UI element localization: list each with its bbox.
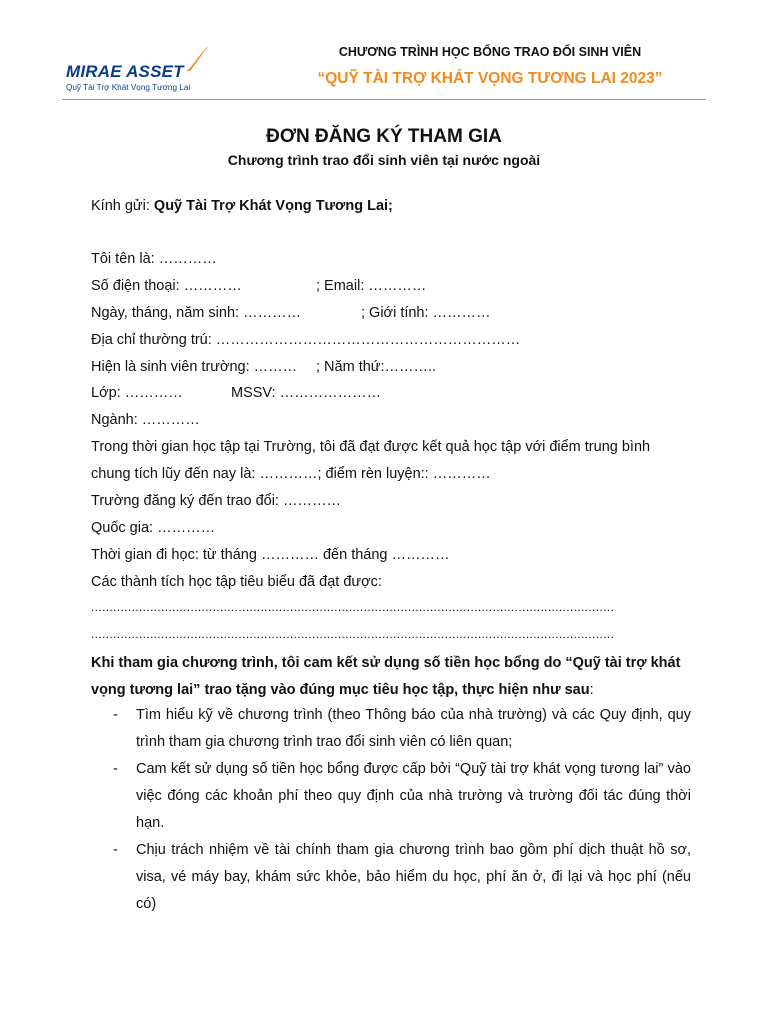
fund-heading: “QUỸ TÀI TRỢ KHÁT VỌNG TƯƠNG LAI 2023” [317, 70, 663, 87]
list-dash: - [113, 842, 118, 858]
logo-brand: MIRAE ASSET [66, 62, 184, 81]
list-item [91, 837, 691, 918]
phone-field: Số điện thoại: ………… [91, 278, 242, 294]
commitment-list [91, 702, 691, 918]
list-item-text: Chịu trách nhiệm về tài chính tham gia chương trình bao gồm phí dịch thuật hồ sơ, visa, vé máy bay, khám sức khỏe, bảo hiểm du học, phí ăn ở, đi lại và học phí (nếu có) [136, 842, 691, 912]
logo-tagline: Quỹ Tài Trợ Khát Vọng Tương Lai [66, 83, 191, 92]
form-subtitle: Chương trình trao đổi sinh viên tại nước ngoài [227, 152, 541, 168]
period-field: Thời gian đi học: từ tháng ………… đến tháng ………… [91, 547, 450, 563]
list-dash: - [113, 707, 118, 723]
commitment-paragraph [91, 650, 691, 704]
achievements-dots-1: .............................................................................................................................................. [91, 600, 615, 614]
class-field: Lớp: ………… [91, 385, 183, 401]
achievements-dots-2: .............................................................................................................................................. [91, 627, 615, 641]
list-item-text: Cam kết sử dụng số tiền học bổng được cấp bởi “Quỹ tài trợ khát vọng tương lai” vào việc đóng các khoản phí theo quy định của nhà trường và trường đối tác đúng thời hạn. [136, 761, 691, 831]
list-dash: - [113, 761, 118, 777]
achievements-label: Các thành tích học tập tiêu biểu đã đạt được: [91, 574, 382, 590]
list-item-text: Tìm hiểu kỹ về chương trình (theo Thông báo của nhà trường) và các Quy định, quy trình tham gia chương trình trao đổi sinh viên có liên quan; [136, 707, 691, 750]
student-id-field: MSSV: ………………… [231, 385, 382, 401]
country-field: Quốc gia: ………… [91, 520, 216, 536]
gpa-line-1: Trong thời gian học tập tại Trường, tôi đã đạt được kết quả học tập với điểm trung bình [91, 439, 651, 455]
salutation [91, 197, 393, 215]
name-field: Tôi tên là: ………… [91, 251, 217, 267]
salutation-recipient: Quỹ Tài Trợ Khát Vọng Tương Lai; [153, 198, 393, 214]
gpa-line-2: chung tích lũy đến nay là: …………; điểm rèn luyện:: ………… [91, 466, 491, 482]
program-heading: CHƯƠNG TRÌNH HỌC BỔNG TRAO ĐỔI SINH VIÊN [338, 45, 642, 59]
dob-field: Ngày, tháng, năm sinh: ………… [91, 305, 302, 321]
header-divider [62, 99, 706, 100]
commitment-text: Khi tham gia chương trình, tôi cam kết sử dụng số tiền học bổng do “Quỹ tài trợ khát vọng tương lai” trao tặng vào đúng mục tiêu học tập, thực hiện như sau [91, 655, 681, 698]
year-field: ; Năm thứ:……….. [316, 359, 437, 375]
address-field: Địa chỉ thường trú: ……………………………………………………… [91, 332, 521, 348]
major-field: Ngành: ………… [91, 412, 200, 428]
logo [66, 44, 206, 96]
form-title: ĐƠN ĐĂNG KÝ THAM GIA [266, 126, 502, 147]
commitment-colon: : [589, 682, 594, 698]
list-item [91, 756, 691, 837]
salutation-label: Kính gửi: [91, 198, 154, 214]
list-item [91, 702, 691, 756]
gender-field: ; Giới tính: ………… [361, 305, 491, 321]
swoosh-icon [184, 44, 210, 72]
exchange-school-field: Trường đăng ký đến trao đổi: ………… [91, 493, 341, 509]
email-field: ; Email: ………… [316, 278, 427, 294]
school-field: Hiện là sinh viên trường: ……… [91, 359, 298, 375]
